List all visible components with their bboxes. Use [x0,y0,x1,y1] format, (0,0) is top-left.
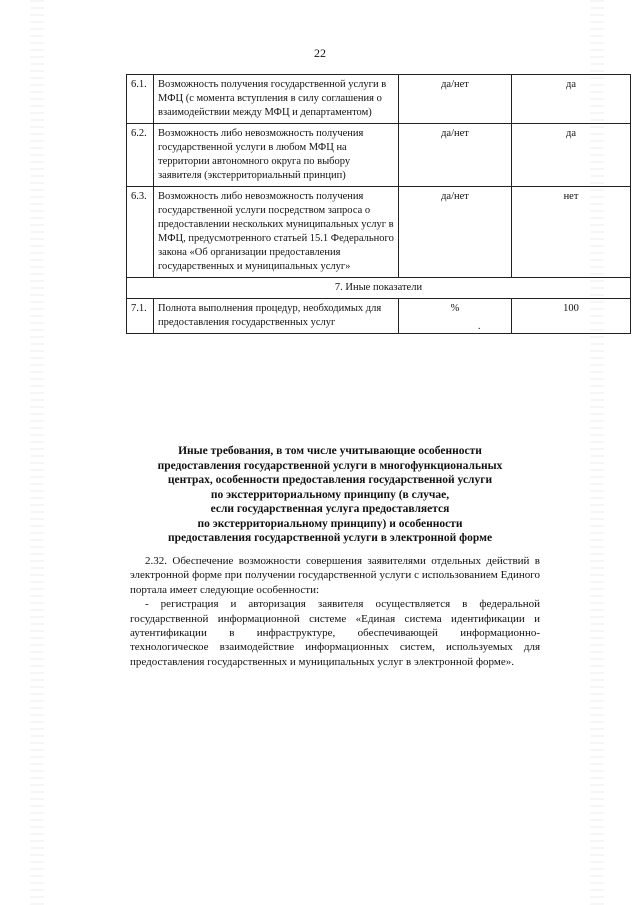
heading-line: центрах, особенности предоставления государственной услуги [167,474,493,486]
body-text [130,554,540,669]
row-value: 100 [512,299,631,334]
row-number: 7.1. [127,299,154,334]
row-description: Полнота выполнения процедур, необходимых для предоставления государственных услуг [154,299,399,334]
row-number: 6.3. [127,187,154,278]
row-unit: % [399,299,512,334]
table-row [127,75,631,124]
row-number: 6.1. [127,75,154,124]
paragraph-registration: - регистрация и авторизация заявителя осуществляется в федеральной государственной информационной системе «Единая система идентификации и аутентификации в инфраструктуре, обеспечивающей информационно-технологическое взаимодействие информационных систем, используемых для предоставления государственных и муниципальных услуг в электронной форме». [130,598,540,668]
row-unit: да/нет [399,124,512,187]
row-value: да [512,75,631,124]
row-value: да [512,124,631,187]
indicators-table [126,74,631,334]
heading-line: Иные требования, в том числе учитывающие особенности [178,445,482,457]
table-row [127,187,631,278]
section-row [127,278,631,299]
row-value: нет [512,187,631,278]
row-description: Возможность либо невозможность получения государственной услуги посредством запроса о предоставлении нескольких муниципальных услуг в МФЦ, предусмотренного статьей 15.1 Федерального закона «Об организации предоставления государственных и муниципальных услуг» [154,187,399,278]
heading-line: предоставления государственной услуги в многофункциональных [157,459,503,472]
heading-line: по экстерриториальному принципу) и особенности [197,517,463,530]
paragraph-2-32: 2.32. Обеспечение возможности совершения заявителями отдельных действий в электронной форме при получении государственной услуги с использованием Единого портала имеет следующие особенности: [130,555,540,596]
row-description: Возможность получения государственной услуги в МФЦ (с момента вступления в силу соглашения о взаимодействии между МФЦ и департаментом) [154,75,399,124]
table-row [127,124,631,187]
section-title: 7. Иные показатели [127,278,631,299]
heading-line: предоставления государственной услуги в электронной форме [167,532,493,544]
row-description: Возможность либо невозможность получения государственной услуги в любом МФЦ на территории автономного округа по выбору заявителя (экстерриториальный принцип) [154,124,399,187]
scan-edge-left [30,0,44,905]
row-number: 6.2. [127,124,154,187]
stray-mark: . [478,321,481,332]
row-unit: да/нет [399,75,512,124]
row-unit: да/нет [399,187,512,278]
heading-line: если государственная услуга предоставляется [210,503,450,515]
section-heading [100,444,560,546]
table-row [127,299,631,334]
heading-line: по экстерриториальному принципу (в случае, [210,488,450,501]
page-number: 22 [314,46,326,60]
